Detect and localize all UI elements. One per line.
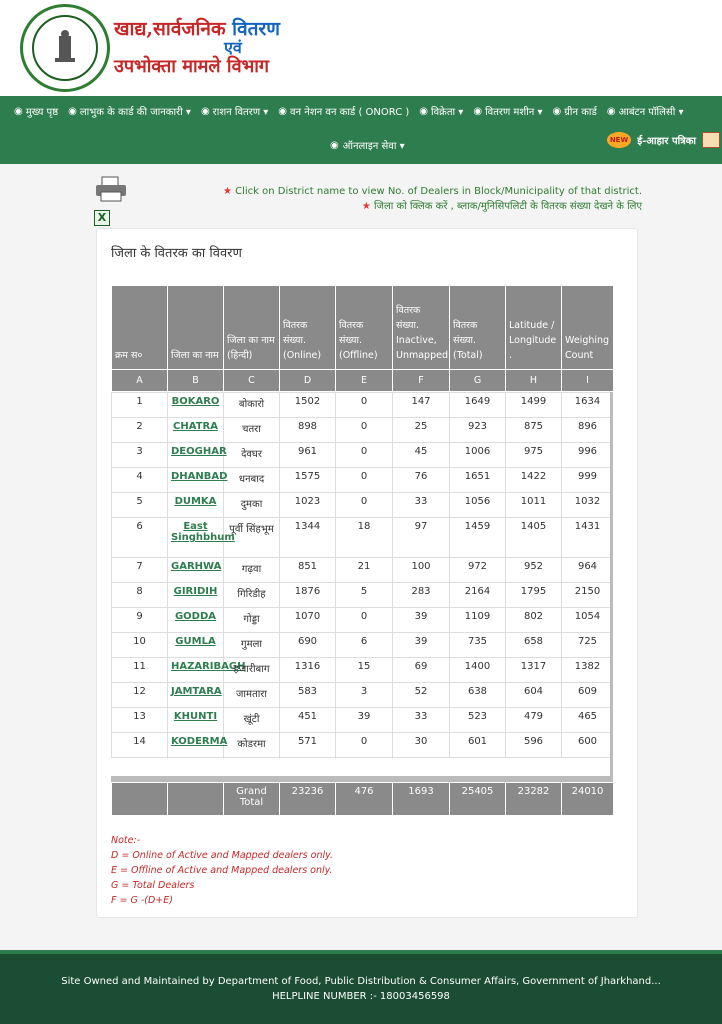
- district-link[interactable]: GARHWA: [171, 561, 222, 572]
- table-cell: 638: [450, 683, 506, 708]
- title-line1a: खाद्य,सार्वजनिक: [114, 18, 226, 40]
- dealer-card: [96, 228, 638, 918]
- column-letter: C: [224, 370, 280, 392]
- district-link[interactable]: GUMLA: [175, 636, 216, 647]
- table-cell: 52: [393, 683, 450, 708]
- column-letter: G: [450, 370, 506, 392]
- district-cell: [168, 393, 224, 418]
- district-link[interactable]: DUMKA: [174, 496, 217, 507]
- table-cell: 999: [562, 468, 614, 493]
- nav-item-label: वन नेशन वन कार्ड ( ONORC ): [289, 107, 410, 118]
- table-row: [112, 468, 614, 493]
- district-cell: [168, 608, 224, 633]
- nav-item-label: ग्रीन कार्ड: [564, 107, 597, 118]
- note-line: E = Offline of Active and Mapped dealers only.: [111, 865, 333, 876]
- column-header: वितरक संख्या. (Total): [450, 286, 506, 370]
- table-cell: 15: [336, 658, 393, 683]
- district-link[interactable]: BOKARO: [171, 396, 220, 407]
- table-cell: 1876: [280, 583, 336, 608]
- table-cell: 479: [506, 708, 562, 733]
- nav-item-7[interactable]: [607, 104, 684, 118]
- table-cell: हजारीबाग: [224, 658, 280, 683]
- district-link[interactable]: HAZARIBAGH: [171, 661, 246, 672]
- dealer-table-wrapper: [111, 285, 613, 815]
- nav-item-6[interactable]: [553, 104, 597, 118]
- district-link[interactable]: DEOGHAR: [171, 446, 227, 457]
- shuffle-icon: ◉: [552, 105, 562, 117]
- total-online: 23236: [280, 783, 336, 816]
- district-link[interactable]: East Singhbhum: [171, 521, 235, 543]
- site-footer: [0, 950, 722, 1024]
- online-seva-menu[interactable]: [330, 138, 405, 152]
- table-cell: 1459: [450, 518, 506, 558]
- table-cell: 1400: [450, 658, 506, 683]
- info-hindi: जिला को क्लिक करें , ब्लाक/मुनिसिपलिटी के वितरक संख्या देखने के लिए: [373, 201, 642, 212]
- district-cell: [168, 583, 224, 608]
- column-letter: F: [393, 370, 450, 392]
- table-cell: 1431: [562, 518, 614, 558]
- column-header: जिला का नाम (हिन्दी): [224, 286, 280, 370]
- table-row: [112, 418, 614, 443]
- table-cell: 97: [393, 518, 450, 558]
- district-cell: [168, 518, 235, 558]
- table-cell: 898: [280, 418, 336, 443]
- note-line: Note:-: [111, 835, 141, 846]
- table-cell: चतरा: [224, 418, 280, 443]
- table-cell: 76: [393, 468, 450, 493]
- table-cell: 1502: [280, 393, 336, 418]
- table-cell: 30: [393, 733, 450, 758]
- globe-icon: ◉: [330, 139, 339, 151]
- table-cell: 14: [112, 733, 168, 758]
- column-letter: B: [168, 370, 224, 392]
- column-letter: H: [506, 370, 562, 392]
- table-row: [112, 733, 614, 758]
- table-cell: 147: [393, 393, 450, 418]
- column-header: वितरक संख्या. (Online): [280, 286, 336, 370]
- table-cell: 1405: [506, 518, 562, 558]
- content-area: [0, 164, 722, 954]
- user-icon: ◉: [419, 105, 428, 117]
- table-cell: 69: [393, 658, 450, 683]
- table-cell: 964: [562, 558, 614, 583]
- table-cell: 39: [393, 633, 450, 658]
- card-icon: ◉: [68, 105, 77, 117]
- dealer-table-header: [111, 285, 613, 392]
- table-cell: 1054: [562, 608, 614, 633]
- title-line1b: वितरण: [232, 18, 280, 40]
- district-cell: [168, 633, 224, 658]
- district-cell: [168, 493, 224, 518]
- column-header: वितरक संख्या. Inactive, Unmapped: [393, 286, 450, 370]
- table-row: [112, 493, 614, 518]
- column-header: जिला का नाम: [168, 286, 224, 370]
- table-cell: 1032: [562, 493, 614, 518]
- book-icon: [702, 132, 720, 148]
- table-cell: 1422: [506, 468, 562, 493]
- table-cell: 996: [562, 443, 614, 468]
- table-cell: 0: [336, 393, 393, 418]
- grand-total-row: [112, 783, 614, 816]
- district-cell: [168, 418, 224, 443]
- district-link[interactable]: KHUNTI: [173, 711, 218, 722]
- table-cell: 0: [336, 418, 393, 443]
- column-letter: I: [562, 370, 614, 392]
- table-row: [112, 708, 614, 733]
- table-cell: 851: [280, 558, 336, 583]
- emblem-icon: [32, 15, 98, 81]
- table-cell: 735: [450, 633, 506, 658]
- table-cell: 1070: [280, 608, 336, 633]
- table-row: [112, 518, 614, 558]
- table-cell: 10: [112, 633, 168, 658]
- nav-item-label: लाभुक के कार्ड की जानकारी ▾: [79, 107, 191, 118]
- table-cell: 1: [112, 393, 168, 418]
- notes: [111, 833, 333, 908]
- column-letter: D: [280, 370, 336, 392]
- table-cell: 3: [112, 443, 168, 468]
- table-cell: गढ़वा: [224, 558, 280, 583]
- nav-item-5[interactable]: [473, 104, 542, 118]
- nav-item-2[interactable]: [201, 104, 268, 118]
- district-link[interactable]: GIRIDIH: [173, 586, 218, 597]
- district-cell: [168, 733, 228, 758]
- table-cell: 21: [336, 558, 393, 583]
- table-cell: कोडरमा: [224, 733, 280, 758]
- nav-item-4[interactable]: [419, 104, 463, 118]
- table-cell: 5: [112, 493, 168, 518]
- nav-item-label: वितरण मशीन ▾: [485, 107, 543, 118]
- table-row: [112, 633, 614, 658]
- table-cell: 0: [336, 733, 393, 758]
- table-cell: 1006: [450, 443, 506, 468]
- table-cell: पूर्वी सिंहभूम: [224, 518, 280, 558]
- table-cell: 4: [112, 468, 168, 493]
- table-cell: बोकारो: [224, 393, 280, 418]
- total-offline: 476: [336, 783, 393, 816]
- nav-item-label: विक्रेता ▾: [431, 107, 464, 118]
- table-cell: 1317: [506, 658, 562, 683]
- table-cell: 604: [506, 683, 562, 708]
- table-cell: 33: [393, 708, 450, 733]
- table-cell: 583: [280, 683, 336, 708]
- table-cell: 1634: [562, 393, 614, 418]
- table-cell: 1382: [562, 658, 614, 683]
- table-cell: 3: [336, 683, 393, 708]
- table-cell: 1316: [280, 658, 336, 683]
- printer-icon[interactable]: [94, 176, 128, 202]
- table-cell: 8: [112, 583, 168, 608]
- table-row: [112, 608, 614, 633]
- table-cell: 39: [336, 708, 393, 733]
- government-logo[interactable]: [20, 4, 110, 92]
- department-title: [114, 20, 280, 76]
- district-cell: [168, 468, 228, 493]
- table-row: [112, 583, 614, 608]
- table-cell: 0: [336, 493, 393, 518]
- table-cell: 451: [280, 708, 336, 733]
- info-text: [223, 184, 642, 214]
- table-cell: 609: [562, 683, 614, 708]
- table-cell: 45: [393, 443, 450, 468]
- nav-item-label: राशन वितरण ▾: [212, 107, 269, 118]
- table-cell: 283: [393, 583, 450, 608]
- district-link[interactable]: GODDA: [174, 611, 217, 622]
- grand-total-label: Grand Total: [224, 783, 280, 816]
- table-cell: 6: [112, 518, 168, 558]
- district-link[interactable]: DHANBAD: [171, 471, 228, 482]
- table-cell: दुमका: [224, 493, 280, 518]
- table-row: [112, 658, 614, 683]
- column-letter: E: [336, 370, 393, 392]
- table-cell: 11: [112, 658, 168, 683]
- title-line2: एवं: [224, 38, 242, 57]
- table-cell: 2164: [450, 583, 506, 608]
- district-link[interactable]: KODERMA: [171, 736, 228, 747]
- star-icon: ★: [222, 186, 232, 197]
- table-row: [112, 558, 614, 583]
- district-link[interactable]: JAMTARA: [171, 686, 222, 697]
- table-cell: 952: [506, 558, 562, 583]
- nav-item-label: मुख्य पृष्ठ: [25, 107, 59, 118]
- note-line: F = G -(D+E): [111, 895, 173, 906]
- title-line3: उपभोक्ता मामले विभाग: [114, 56, 270, 77]
- table-cell: 601: [450, 733, 506, 758]
- table-cell: खूंटी: [224, 708, 280, 733]
- table-cell: 725: [562, 633, 614, 658]
- home-icon: ◉: [14, 105, 23, 117]
- table-cell: 2150: [562, 583, 614, 608]
- globe-icon: ◉: [278, 105, 287, 117]
- table-cell: 5: [336, 583, 393, 608]
- table-row: [112, 443, 614, 468]
- table-cell: 0: [336, 443, 393, 468]
- table-scroll-area[interactable]: [111, 392, 613, 776]
- column-header: क्रम स०: [112, 286, 168, 370]
- table-cell: 690: [280, 633, 336, 658]
- table-cell: 18: [336, 518, 393, 558]
- nav-item-0[interactable]: [14, 104, 58, 118]
- table-cell: 1023: [280, 493, 336, 518]
- table-cell: गोड्डा: [224, 608, 280, 633]
- main-nav: [0, 96, 722, 164]
- total-latlong: 23282: [506, 783, 562, 816]
- table-cell: 0: [336, 468, 393, 493]
- table-cell: 13: [112, 708, 168, 733]
- district-cell: [168, 558, 224, 583]
- table-cell: धनबाद: [224, 468, 280, 493]
- district-cell: [168, 708, 224, 733]
- table-cell: 975: [506, 443, 562, 468]
- column-header: वितरक संख्या. (Offline): [336, 286, 393, 370]
- table-cell: 33: [393, 493, 450, 518]
- table-cell: 1575: [280, 468, 336, 493]
- table-cell: 2: [112, 418, 168, 443]
- district-cell: [168, 443, 227, 468]
- table-cell: 896: [562, 418, 614, 443]
- total-weighing: 24010: [562, 783, 614, 816]
- policy-icon: ◉: [606, 105, 616, 117]
- table-cell: 961: [280, 443, 336, 468]
- table-cell: 1011: [506, 493, 562, 518]
- table-cell: 523: [450, 708, 506, 733]
- column-header: Latitude / Longitude .: [506, 286, 562, 370]
- table-cell: 658: [506, 633, 562, 658]
- table-cell: 875: [506, 418, 562, 443]
- table-cell: 1499: [506, 393, 562, 418]
- table-cell: गिरिडीह: [224, 583, 280, 608]
- nav-item-3[interactable]: [278, 104, 409, 118]
- helpline-number: HELPLINE NUMBER :- 18003456598: [272, 991, 450, 1002]
- note-line: D = Online of Active and Mapped dealers only.: [111, 850, 334, 861]
- note-line: G = Total Dealers: [111, 880, 195, 891]
- table-cell: 9: [112, 608, 168, 633]
- table-cell: 571: [280, 733, 336, 758]
- table-cell: 6: [336, 633, 393, 658]
- machine-icon: ◉: [473, 105, 483, 117]
- footer-owner-text: Site Owned and Maintained by Department of Food, Public Distribution & Consumer Affairs, Government of Jharkhand...: [61, 976, 661, 987]
- table-cell: 1344: [280, 518, 336, 558]
- table-cell: देवघर: [224, 443, 280, 468]
- dealer-table-body: [111, 392, 613, 758]
- site-header: [0, 0, 722, 96]
- table-cell: जामतारा: [224, 683, 280, 708]
- ration-icon: ◉: [200, 105, 210, 117]
- table-row: [112, 393, 614, 418]
- table-row: [112, 683, 614, 708]
- nav-item-label: आबंटन पॉलिसी ▾: [618, 107, 684, 118]
- table-cell: 7: [112, 558, 168, 583]
- nav-item-1[interactable]: [68, 104, 191, 118]
- table-cell: 1109: [450, 608, 506, 633]
- total-dealers: 25405: [450, 783, 506, 816]
- table-cell: 1649: [450, 393, 506, 418]
- table-cell: 1056: [450, 493, 506, 518]
- grand-total-table: [111, 782, 613, 815]
- table-cell: 100: [393, 558, 450, 583]
- district-link[interactable]: CHATRA: [173, 421, 218, 432]
- table-cell: 596: [506, 733, 562, 758]
- table-cell: 0: [336, 608, 393, 633]
- info-english: Click on District name to view No. of Dealers in Block/Municipality of that district.: [235, 186, 642, 197]
- district-cell: [168, 683, 224, 708]
- total-inactive: 1693: [393, 783, 450, 816]
- eahar-label: ई-आहार पत्रिका: [637, 136, 696, 147]
- table-cell: 25: [393, 418, 450, 443]
- new-badge: NEW: [607, 132, 631, 148]
- online-seva-label: ऑनलाइन सेवा ▾: [342, 141, 405, 152]
- excel-export-icon[interactable]: X: [94, 210, 110, 226]
- table-cell: 972: [450, 558, 506, 583]
- column-letter: A: [112, 370, 168, 392]
- star-icon: ★: [361, 201, 371, 212]
- district-cell: [168, 658, 246, 683]
- table-cell: 600: [562, 733, 614, 758]
- table-cell: 39: [393, 608, 450, 633]
- column-header: Weighing Count: [562, 286, 614, 370]
- table-cell: 465: [562, 708, 614, 733]
- card-title: जिला के वितरक का विवरण: [111, 246, 242, 261]
- table-cell: 923: [450, 418, 506, 443]
- table-cell: 1651: [450, 468, 506, 493]
- table-cell: गुमला: [224, 633, 280, 658]
- eahar-link[interactable]: [607, 132, 720, 148]
- table-cell: 1795: [506, 583, 562, 608]
- table-cell: 802: [506, 608, 562, 633]
- table-cell: 12: [112, 683, 168, 708]
